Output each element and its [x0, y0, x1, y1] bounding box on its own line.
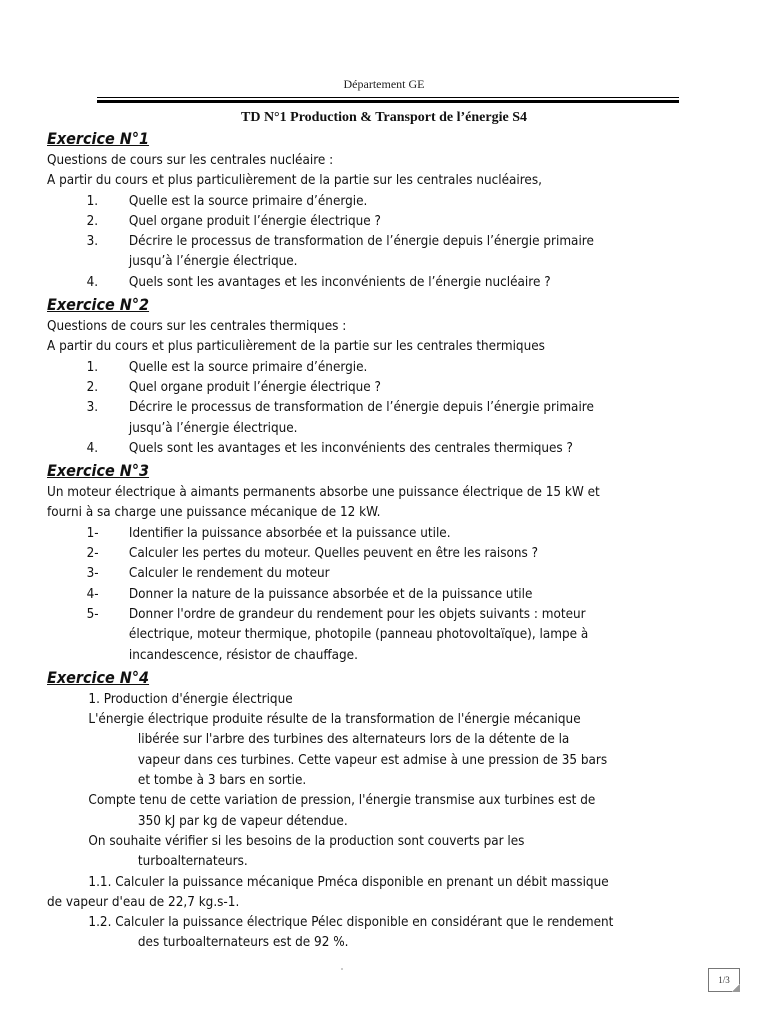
list-item-text: Quelle est la source primaire d’énergie.: [128, 359, 368, 375]
exercise-4-text: turboalternateurs.: [137, 854, 248, 870]
list-item-text: Identifier la puissance absorbée et la puissance utile.: [128, 525, 451, 541]
list-item-number: 2.: [86, 379, 99, 395]
list-item-number: 4-: [86, 586, 99, 602]
list-item: [47, 358, 650, 378]
exercise-4-text: et tombe à 3 bars en sortie.: [137, 773, 307, 789]
list-item: [47, 212, 650, 232]
exercise-4-text: L'énergie électrique produite résulte de la transformation de l'énergie mécanique: [88, 712, 581, 728]
list-item-text: jusqu’à l’énergie électrique.: [128, 254, 298, 270]
list-item-text: Calculer les pertes du moteur. Quelles peuvent en être les raisons ?: [128, 546, 539, 562]
list-item: [47, 192, 650, 212]
list-item-text: électrique, moteur thermique, photopile (panneau photovoltaïque), lampe à: [128, 627, 589, 643]
header-rule-thin: [97, 97, 679, 98]
list-item-text: Quelle est la source primaire d’énergie.: [128, 193, 368, 209]
list-item-number: 4.: [86, 274, 99, 290]
list-item-number: 4.: [86, 440, 99, 456]
department-header: Département GE: [343, 77, 425, 91]
exercise-2-intro: Questions de cours sur les centrales thermiques :: [47, 319, 347, 335]
document-title: TD N°1 Production & Transport de l’énergie S4: [241, 110, 527, 125]
exercise-3-intro: Un moteur électrique à aimants permanents absorbe une puissance électrique de 15 kW et: [47, 485, 600, 501]
list-item-text: Quel organe produit l’énergie électrique ?: [128, 213, 381, 229]
list-item-text: jusqu’à l’énergie électrique.: [128, 420, 298, 436]
list-item: [47, 273, 650, 293]
list-item-number: 5-: [86, 606, 99, 622]
list-item-text: Quels sont les avantages et les inconvénients de l’énergie nucléaire ?: [128, 274, 551, 290]
list-item: [47, 398, 650, 439]
list-item-text: Décrire le processus de transformation de l’énergie depuis l’énergie primaire: [128, 234, 594, 250]
list-item: [47, 524, 650, 544]
list-item: [47, 564, 650, 584]
exercise-4-title: Exercice N°4: [47, 667, 150, 687]
list-item-number: 3.: [86, 400, 99, 416]
exercise-3-title: Exercice N°3: [47, 461, 150, 481]
list-item-number: 2-: [86, 546, 99, 562]
list-item-text: Décrire le processus de transformation de l’énergie depuis l’énergie primaire: [128, 400, 594, 416]
exercise-4-text: Compte tenu de cette variation de pression, l'énergie transmise aux turbines est de: [88, 793, 596, 809]
exercise-4-text: de vapeur d'eau de 22,7 kg.s-1.: [47, 894, 240, 910]
list-item-number: 3-: [86, 566, 99, 582]
list-item-number: 1.: [86, 193, 99, 209]
list-item-text: Quels sont les avantages et les inconvénients des centrales thermiques ?: [128, 440, 573, 456]
list-item: [47, 378, 650, 398]
header-rule-thick: [97, 100, 679, 103]
exercise-4-text: 1. Production d'énergie électrique: [88, 691, 293, 707]
list-item-number: 1.: [86, 359, 99, 375]
exercise-1-intro: A partir du cours et plus particulièrement de la partie sur les centrales nucléaires,: [47, 173, 542, 189]
list-item: [47, 232, 650, 273]
list-item-text: Donner l'ordre de grandeur du rendement pour les objets suivants : moteur: [128, 606, 586, 622]
list-item-text: Calculer le rendement du moteur: [128, 566, 330, 582]
stray-mark: [341, 968, 343, 970]
list-item: [47, 585, 650, 605]
exercise-2-title: Exercice N°2: [47, 295, 150, 315]
exercise-4-text: vapeur dans ces turbines. Cette vapeur est admise à une pression de 35 bars: [137, 752, 608, 768]
exercise-4-text: 350 kJ par kg de vapeur détendue.: [137, 813, 348, 829]
exercise-4-text: 1.2. Calculer la puissance électrique Pélec disponible en considérant que le rendement: [88, 915, 614, 931]
exercise-4-text: des turboalternateurs est de 92 %.: [137, 935, 349, 951]
exercise-4-text: libérée sur l'arbre des turbines des alternateurs lors de la détente de la: [137, 732, 570, 748]
list-item-number: 2.: [86, 213, 99, 229]
list-item-text: Donner la nature de la puissance absorbée et de la puissance utile: [128, 586, 533, 602]
exercise-4-text: 1.1. Calculer la puissance mécanique Pméca disponible en prenant un débit massique: [88, 874, 609, 890]
page-number-badge: 1/3: [708, 968, 740, 992]
list-item: [47, 544, 650, 564]
list-item-number: 3.: [86, 234, 99, 250]
list-item-number: 1-: [86, 525, 99, 541]
exercise-1-intro: Questions de cours sur les centrales nucléaire :: [47, 153, 334, 168]
list-item: [47, 439, 650, 459]
list-item-text: incandescence, résistor de chauffage.: [128, 647, 358, 663]
exercise-3-intro: fourni à sa charge une puissance mécanique de 12 kW.: [47, 505, 381, 521]
exercise-1-title: Exercice N°1: [47, 129, 150, 148]
list-item-text: Quel organe produit l’énergie électrique ?: [128, 379, 381, 395]
list-item: [47, 605, 650, 666]
exercise-2-intro: A partir du cours et plus particulièrement de la partie sur les centrales thermiques: [47, 339, 545, 355]
document-body: [47, 127, 717, 954]
exercise-4-text: On souhaite vérifier si les besoins de la production sont couverts par les: [88, 833, 525, 849]
